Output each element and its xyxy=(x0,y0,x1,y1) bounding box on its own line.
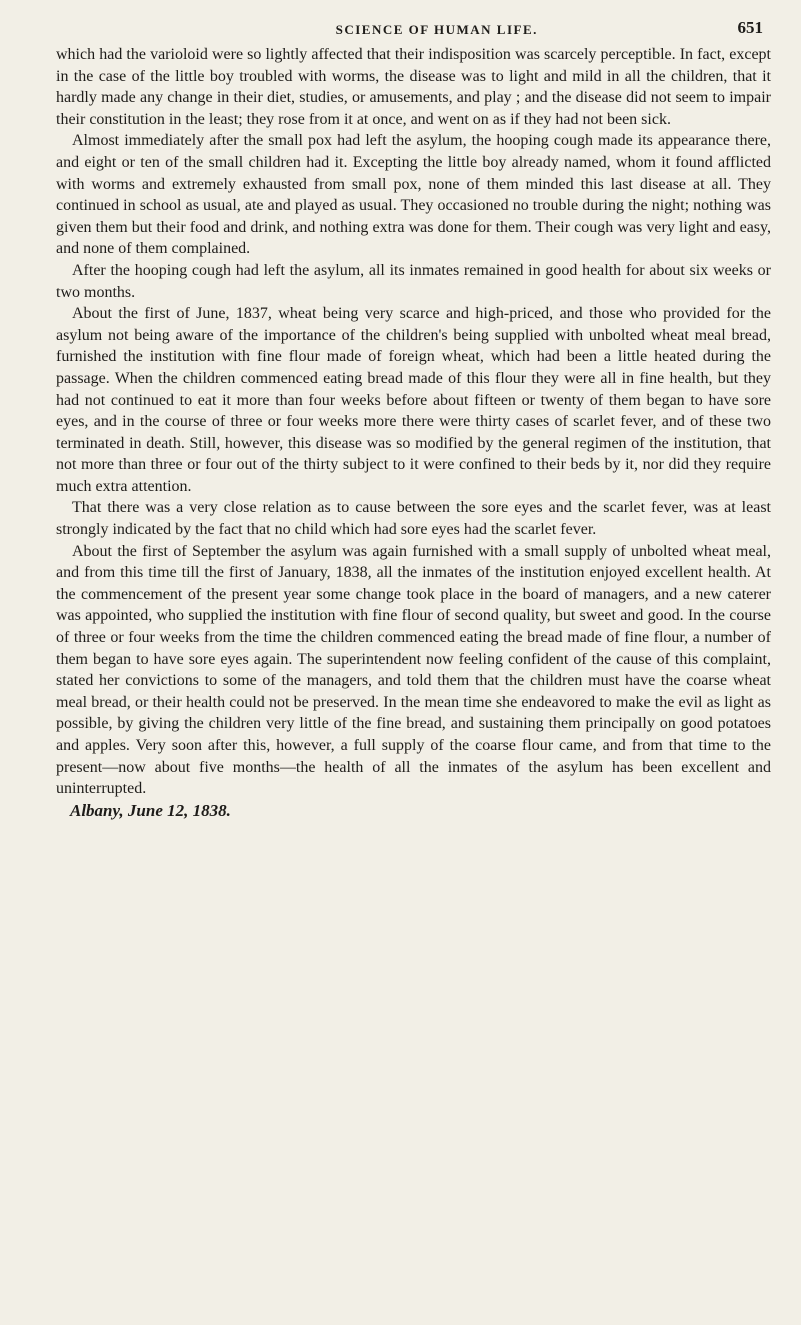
page-header xyxy=(56,0,771,38)
body-text xyxy=(56,44,771,822)
paragraph: About the first of June, 1837, wheat being very scarce and high-priced, and those who provided for the asylum not being aware of the importance of the children's being supplied with unbolted wheat meal bread, furnished the institution with fine flour made of foreign wheat, which had been a little heated during the passage. When the children commenced eating bread made of this flour they were all in fine health, but they had not continued to eat it more than four weeks before about fifteen or twenty of them began to have sore eyes, and in the course of three or four weeks more there were thirty cases of scarlet fever, and of these two terminated in death. Still, however, this disease was so modified by the general regimen of the institution, that not more than three or four out of the thirty subject to it were confined to their beds by it, nor did they require much extra attention. xyxy=(56,305,771,495)
paragraph: After the hooping cough had left the asylum, all its inmates remained in good health for about six weeks or two months. xyxy=(56,261,771,301)
paragraph: About the first of September the asylum was again furnished with a small supply of unbolted wheat meal, and from this time till the first of January, 1838, all the inmates of the institution enjoyed excellent health. At the commencement of the present year some change took place in the board of managers, and a new caterer was appointed, who supplied the institution with fine flour of second quality, but sweet and good. In the course of three or four weeks from the time the children commenced eating the bread made of fine flour, a number of them began to have sore eyes again. The superintendent now feeling confident of the cause of this complaint, stated her convictions to some of the managers, and told them that the children must have the coarse wheat meal bread, or their health could not be preserved. In the mean time she endeavored to make the evil as light as possible, by giving the children very little of the fine bread, and sustaining them principally on good potatoes and apples. Very soon after this, however, a full supply of the coarse flour came, and from that time to the present—now about five months—the health of all the inmates of the asylum has been excellent and uninterrupted. xyxy=(56,542,771,798)
paragraph: That there was a very close relation as to cause between the sore eyes and the scarlet fever, was at least strongly indicated by the fact that no child which had sore eyes had the scarlet fever. xyxy=(56,499,771,539)
page-number: 651 xyxy=(737,18,763,37)
paragraph: Almost immediately after the small pox had left the asylum, the hooping cough made its appearance there, and eight or ten of the small children had it. Excepting the little boy already named, whom it found afflicted with worms and extremely exhausted from small pox, none of them minded this last disease at all. They continued in school as usual, ate and played as usual. They occasioned no trouble during the night; nothing was given them but their food and drink, and nothing extra was done for them. Their cough was very light and easy, and none of them complained. xyxy=(56,132,771,258)
running-head: SCIENCE OF HUMAN LIFE. xyxy=(335,22,538,37)
paragraph: which had the varioloid were so lightly affected that their indisposition was scarcely perceptible. In fact, except in the case of the little boy troubled with worms, the disease was to light and mild in all the children, that it hardly made any change in their diet, studies, or amusements, and play ; and the disease did not seem to impair their constitution in the least; they rose from it at once, and went on as if they had not been sick. xyxy=(56,46,771,128)
signature-line: Albany, June 12, 1838. xyxy=(70,800,231,820)
